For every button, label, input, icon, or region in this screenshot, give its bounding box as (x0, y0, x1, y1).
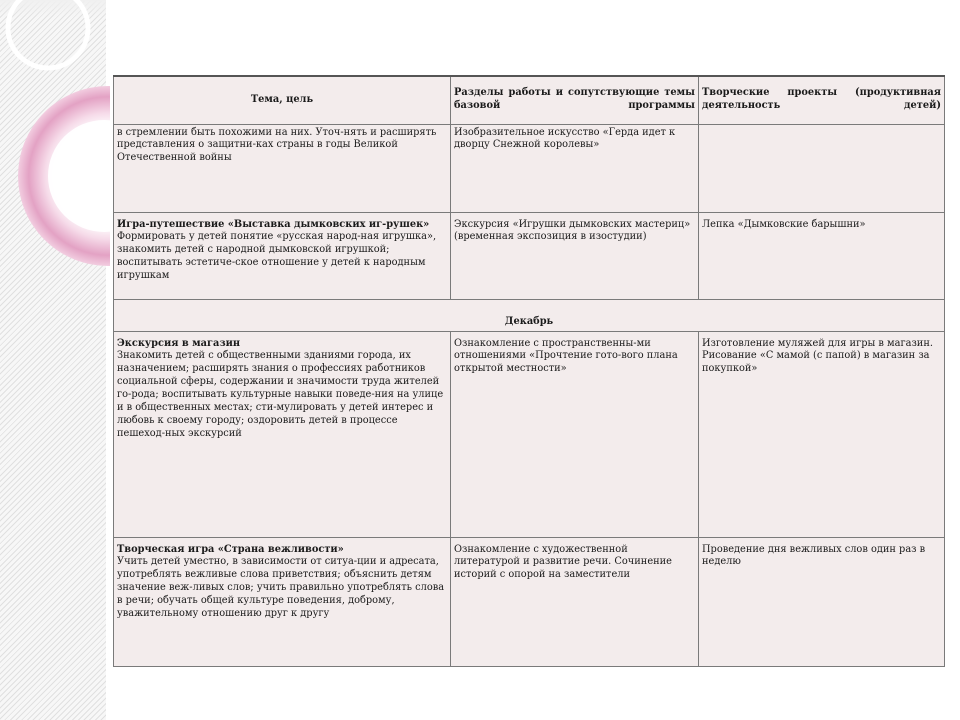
table-row (114, 331, 945, 537)
cell-sections-text: Экскурсия «Игрушки дымковских мастериц» (временная экспозиция в изостудии) (454, 218, 691, 243)
cell-topic-text: в стремлении быть похожими на них. Уточ-нять и расширять представления о защитни-ках страны в годы Великой Отечественной войны (117, 126, 437, 164)
cell-topic-text: Знакомить детей с общественными зданиями города, их назначением; расширять знания о профессиях работников социальной сферы, содержании и значимости труда жителей го-рода; воспитывать культурные навыки поведе-ния на улице и в общественных местах; сти-мулировать у детей интерес и любовь к своему городу; оздоровить детей в процессе пешеход-ных экскурсий (117, 350, 444, 439)
cell-projects-text: Лепка «Дымковские барышни» (702, 218, 866, 230)
cell-topic-text: Формировать у детей понятие «русская народ-ная игрушка», знакомить детей с народной дымковской игрушкой; воспитывать эстетиче-ское отношение у детей к народным игрушкам (117, 231, 437, 282)
header-topic: Тема, цель (114, 76, 451, 124)
cell-topic-title: Игра-путешествие «Выставка дымковских иг-рушек» (117, 218, 430, 230)
cell-topic (114, 537, 451, 667)
header-projects: Творческие проекты (продуктивная деятельность детей) (699, 76, 945, 124)
cell-sections: Изобразительное искусство «Герда идет к дворцу Снежной королевы» (451, 124, 699, 212)
cell-sections-text: Ознакомление с художественной литературой и развитие речи. Сочинение историй с опорой на заместители (454, 543, 672, 581)
month-label: Декабрь (114, 299, 945, 331)
white-ring-top (8, 0, 88, 68)
cell-topic-text: Учить детей уместно, в зависимости от ситуа-ции и адресата, употреблять вежливые слова приветствия; объяснить детям значение веж-ливых слов; учить правильно употреблять слова в речи; обучать общей культуре поведения, доброму, уважительному отношению друг к другу (117, 556, 445, 620)
table-row (114, 212, 945, 299)
program-table (113, 75, 945, 667)
cell-topic (114, 331, 451, 537)
table-row (114, 124, 945, 212)
cell-projects (699, 124, 945, 212)
month-row (114, 299, 945, 331)
cell-projects (699, 331, 945, 537)
cell-sections (451, 212, 699, 299)
cell-sections-text: Ознакомление с пространственны-ми отношениями «Прочтение гото-вого плана открытой местности» (454, 337, 678, 375)
cell-topic-title: Экскурсия в магазин (117, 337, 241, 349)
cell-sections (451, 537, 699, 667)
cell-projects-text: Изготовление муляжей для игры в магазин. Рисование «С мамой (с папой) в магазин за покупкой» (702, 337, 933, 375)
cell-topic-title: Творческая игра «Страна вежливости» (117, 543, 344, 555)
table-row (114, 537, 945, 667)
cell-sections (451, 331, 699, 537)
cell-projects-text: Проведение дня вежливых слов один раз в неделю (702, 543, 926, 568)
header-sections: Разделы работы и сопутствующие темы базовой программы (451, 76, 699, 124)
table-header-row (114, 76, 945, 124)
cell-topic (114, 124, 451, 212)
cell-topic (114, 212, 451, 299)
cell-projects (699, 212, 945, 299)
cell-projects (699, 537, 945, 667)
decorative-circles (0, 0, 110, 300)
